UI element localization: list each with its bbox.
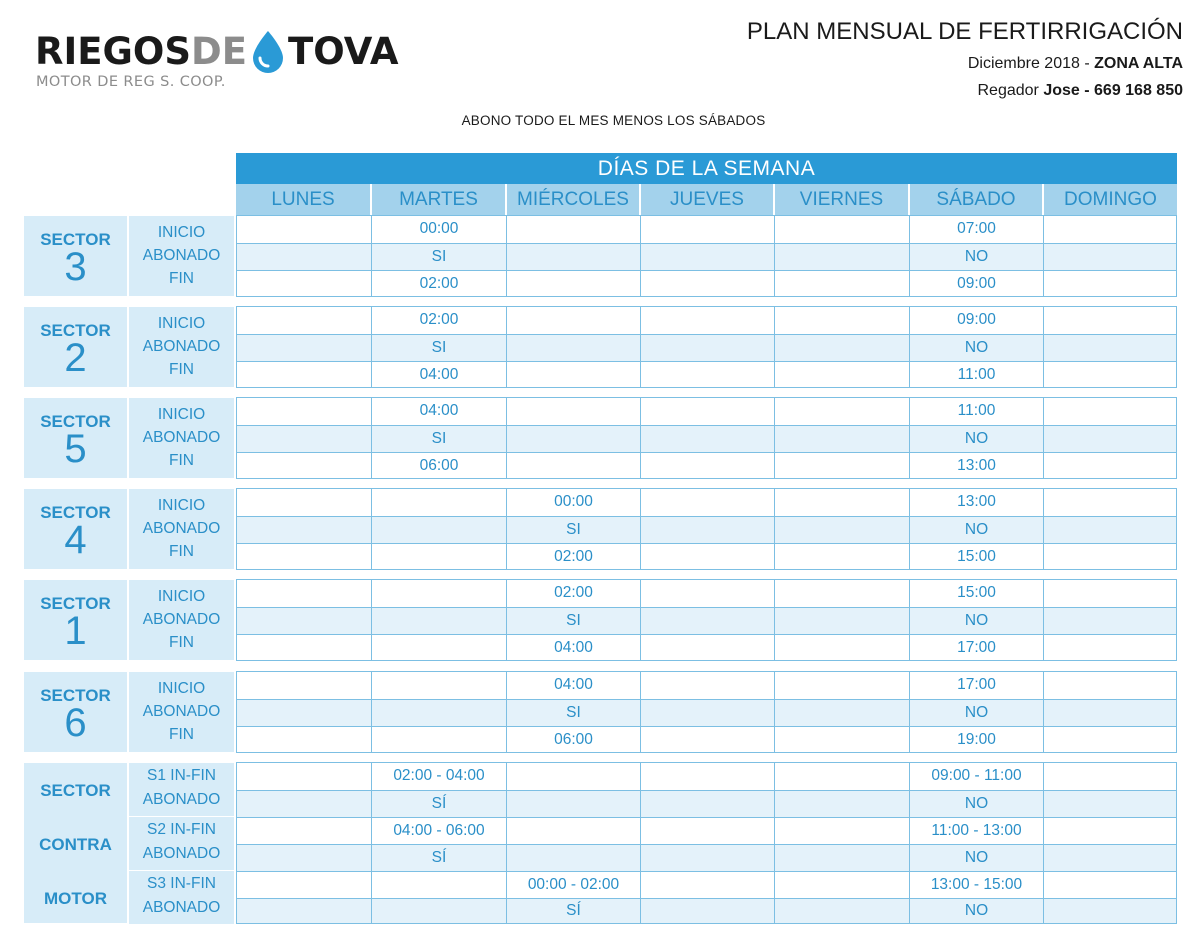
row-label: INICIO [157,588,206,605]
table-row [237,607,1176,634]
day-header-3: JUEVES [639,184,773,215]
table-cell [774,700,909,726]
logo-word-de: DE [191,30,248,73]
table-cell: SÍ [371,791,506,817]
table-cell [371,899,506,923]
row-label: INICIO [157,680,206,697]
table-cell [506,818,640,844]
table-cell [237,398,371,425]
row-label: ABONADO [142,703,221,720]
row-label: FIN [169,361,194,378]
table-cell [640,608,774,634]
table-cell [371,635,506,660]
irrigator-contact: Jose - 669 168 850 [1043,82,1183,99]
table-cell [506,216,640,243]
sector-4-label [24,489,127,569]
sector-number: 3 [64,245,87,289]
table-cell: NO [909,608,1043,634]
table-cell [640,426,774,452]
table-cell [640,362,774,387]
table-cell: 19:00 [909,727,1043,752]
table-cell [774,244,909,270]
table-cell [1043,426,1178,452]
table-cell: SI [371,335,506,361]
table-cell [1043,398,1178,425]
table-cell [371,489,506,516]
row-labels [129,672,234,752]
table-cell [506,845,640,871]
table-cell: NO [909,845,1043,871]
table-cell [371,727,506,752]
table-cell: 00:00 [506,489,640,516]
table-cell [237,453,371,478]
table-cell [506,362,640,387]
table-cell: 13:00 [909,489,1043,516]
table-cell [506,244,640,270]
period-line [968,55,1183,73]
table-cell [237,791,371,817]
table-cell: SÍ [371,845,506,871]
table-row [237,307,1176,334]
table-cell [237,489,371,516]
company-logo [35,30,398,74]
sector-word: SECTOR [40,321,111,340]
table-row [237,425,1176,452]
table-cell [1043,635,1178,660]
table-cell: 17:00 [909,672,1043,699]
table-cell [237,845,371,871]
table-cell [237,426,371,452]
sector-3-schedule [236,215,1177,297]
sector-6-schedule [236,671,1177,753]
table-cell [237,872,371,898]
table-cell [1043,899,1178,923]
table-cell [640,244,774,270]
table-cell [506,791,640,817]
table-cell [774,426,909,452]
table-cell [1043,791,1178,817]
table-cell: 09:00 - 11:00 [909,763,1043,790]
table-cell: SI [371,426,506,452]
table-cell [774,791,909,817]
sector-6-label [24,672,127,752]
contra-motor-word: SECTOR [40,781,111,800]
table-cell [774,489,909,516]
table-cell [640,872,774,898]
row-label: FIN [169,543,194,560]
row-label: ABONADO [142,899,221,916]
table-cell [774,453,909,478]
table-cell [1043,453,1178,478]
table-cell [1043,517,1178,543]
table-cell [774,845,909,871]
row-label: FIN [169,452,194,469]
contra-motor-schedule [236,762,1177,924]
sector-word: SECTOR [40,686,111,705]
sector-4-schedule [236,488,1177,570]
table-row [237,543,1176,569]
table-cell [1043,608,1178,634]
sector-number: 4 [64,518,87,562]
table-cell [1043,244,1178,270]
table-cell [640,818,774,844]
zone: ZONA ALTA [1094,55,1183,72]
sector-3-label [24,216,127,296]
sector-1-label [24,580,127,660]
table-row [237,516,1176,543]
table-cell [371,672,506,699]
contra-motor-word: CONTRA [39,835,112,854]
table-cell [640,544,774,569]
contra-motor-label [24,763,127,923]
table-cell [237,763,371,790]
row-labels [129,580,234,660]
period-separator: - [1079,55,1095,72]
table-row [237,672,1176,699]
table-row [237,334,1176,361]
period: Diciembre 2018 [967,55,1080,72]
table-row [237,361,1176,387]
sector-word: SECTOR [40,594,111,613]
logo-subtitle: MOTOR DE REG S. COOP. [36,74,226,90]
row-label: FIN [169,726,194,743]
table-cell [774,398,909,425]
table-cell [1043,544,1178,569]
table-cell: 11:00 [909,398,1043,425]
table-cell [774,307,909,334]
table-cell [1043,727,1178,752]
table-cell [774,362,909,387]
table-cell [371,544,506,569]
table-cell [774,216,909,243]
row-label: INICIO [157,497,206,514]
logo-word-tova: TOVA [288,30,399,73]
table-cell [237,544,371,569]
row-label: ABONADO [142,791,221,808]
table-cell [371,580,506,607]
table-cell: NO [909,700,1043,726]
sector-number: 2 [64,336,87,380]
table-row [237,699,1176,726]
row-labels [129,307,234,387]
table-row [237,452,1176,478]
table-cell: NO [909,517,1043,543]
sector-2-schedule [236,306,1177,388]
table-row [237,489,1176,516]
table-cell [506,453,640,478]
table-cell: 15:00 [909,544,1043,569]
table-cell [237,818,371,844]
table-cell [1043,845,1178,871]
table-cell: NO [909,791,1043,817]
table-cell [640,580,774,607]
table-cell [774,872,909,898]
sector-5-label [24,398,127,478]
table-cell [237,244,371,270]
table-cell [640,635,774,660]
table-cell: 02:00 - 04:00 [371,763,506,790]
table-row [237,634,1176,660]
row-label: INICIO [157,406,206,423]
day-header-2: MIÉRCOLES [505,184,639,215]
table-cell [237,517,371,543]
table-cell: 07:00 [909,216,1043,243]
table-cell: SI [506,700,640,726]
row-label: ABONADO [142,611,221,628]
table-cell [640,899,774,923]
contra-motor-row-labels-3 [129,871,234,924]
day-header-1: MARTES [370,184,505,215]
table-cell: 13:00 - 15:00 [909,872,1043,898]
table-cell: 04:00 [506,635,640,660]
table-row [237,726,1176,752]
sector-word: SECTOR [40,412,111,431]
table-cell [506,763,640,790]
fertilizer-note: ABONO TODO EL MES MENOS LOS SÁBADOS [461,113,766,128]
table-cell [237,672,371,699]
table-row [237,844,1176,871]
table-cell [506,426,640,452]
table-cell [237,335,371,361]
document-title: PLAN MENSUAL DE FERTIRRIGACIÓN [746,18,1183,45]
table-row [237,817,1176,844]
table-row [237,243,1176,270]
table-cell [640,727,774,752]
table-cell [640,453,774,478]
table-cell: 02:00 [371,307,506,334]
logo-word-riegos: RIEGOS [35,30,192,73]
table-row [237,270,1176,296]
table-cell [1043,335,1178,361]
table-row [237,871,1176,898]
table-cell [640,489,774,516]
table-cell [1043,818,1178,844]
table-cell [237,700,371,726]
table-cell [774,580,909,607]
table-cell: SI [506,608,640,634]
table-cell [371,608,506,634]
table-cell: NO [909,244,1043,270]
row-label: ABONADO [142,429,221,446]
table-cell [774,899,909,923]
irrigator-line [978,82,1184,100]
water-drop-icon [249,30,287,74]
table-cell [237,580,371,607]
row-labels [129,398,234,478]
table-cell [774,608,909,634]
table-row [237,898,1176,923]
row-labels [129,489,234,569]
table-cell [506,271,640,296]
table-cell [1043,872,1178,898]
row-label: INICIO [157,224,206,241]
table-cell: SI [371,244,506,270]
day-header-5: SÁBADO [908,184,1042,215]
table-cell [774,818,909,844]
table-cell: 09:00 [909,307,1043,334]
table-cell [640,398,774,425]
table-cell: 15:00 [909,580,1043,607]
table-cell: 04:00 - 06:00 [371,818,506,844]
sector-2-label [24,307,127,387]
table-cell [371,517,506,543]
table-cell: 04:00 [506,672,640,699]
table-cell [640,271,774,296]
table-cell [1043,700,1178,726]
row-label: FIN [169,634,194,651]
sector-1-schedule [236,579,1177,661]
row-label: S2 IN-FIN [147,821,216,838]
table-cell: 00:00 - 02:00 [506,872,640,898]
table-cell: 11:00 [909,362,1043,387]
table-cell [237,216,371,243]
row-label: ABONADO [142,338,221,355]
irrigator-label: Regador [977,82,1039,99]
day-header-6: DOMINGO [1042,184,1177,215]
table-cell [1043,580,1178,607]
table-cell [506,307,640,334]
sector-word: SECTOR [40,503,111,522]
table-cell: SÍ [506,899,640,923]
table-cell: NO [909,426,1043,452]
table-cell [237,307,371,334]
table-cell: 04:00 [371,398,506,425]
table-cell [640,845,774,871]
table-cell [640,307,774,334]
table-cell [371,872,506,898]
table-cell: 02:00 [506,580,640,607]
table-cell [506,335,640,361]
table-cell [774,335,909,361]
table-cell [237,899,371,923]
table-row [237,580,1176,607]
contra-motor-word: MOTOR [44,889,107,908]
table-cell [640,791,774,817]
table-cell [774,544,909,569]
table-cell [774,635,909,660]
table-row [237,216,1176,243]
row-label: ABONADO [142,520,221,537]
row-label: FIN [169,270,194,287]
table-cell [1043,763,1178,790]
table-cell [640,700,774,726]
table-cell [1043,362,1178,387]
row-label: ABONADO [142,845,221,862]
table-cell [774,763,909,790]
table-cell [640,763,774,790]
sector-word: SECTOR [40,230,111,249]
table-cell [640,672,774,699]
table-cell: SI [506,517,640,543]
days-banner: DÍAS DE LA SEMANA [236,153,1177,184]
row-label: S3 IN-FIN [147,875,216,892]
table-cell: 17:00 [909,635,1043,660]
table-cell [1043,307,1178,334]
table-cell [1043,216,1178,243]
contra-motor-row-labels-1 [129,763,234,816]
table-cell [774,271,909,296]
table-cell [640,335,774,361]
table-cell [640,517,774,543]
table-cell: 06:00 [506,727,640,752]
day-header-4: VIERNES [773,184,908,215]
table-cell [774,727,909,752]
table-cell: NO [909,335,1043,361]
table-cell [1043,489,1178,516]
table-cell [1043,271,1178,296]
contra-motor-row-labels-2 [129,817,234,870]
table-row [237,763,1176,790]
table-cell [774,672,909,699]
table-cell [371,700,506,726]
sector-5-schedule [236,397,1177,479]
table-cell: 00:00 [371,216,506,243]
table-row [237,398,1176,425]
row-labels [129,216,234,296]
table-cell: NO [909,899,1043,923]
table-cell [237,362,371,387]
table-cell: 13:00 [909,453,1043,478]
table-cell [640,216,774,243]
sector-number: 5 [64,427,87,471]
table-cell [1043,672,1178,699]
table-cell: 09:00 [909,271,1043,296]
table-cell [237,635,371,660]
table-cell: 02:00 [506,544,640,569]
table-cell [237,727,371,752]
table-cell [237,608,371,634]
row-label: S1 IN-FIN [147,767,216,784]
table-cell [774,517,909,543]
table-row [237,790,1176,817]
sector-number: 1 [64,609,87,653]
sector-number: 6 [64,701,87,745]
table-cell [506,398,640,425]
table-cell [237,271,371,296]
table-cell: 02:00 [371,271,506,296]
table-cell: 06:00 [371,453,506,478]
day-header-0: LUNES [236,184,370,215]
row-label: INICIO [157,315,206,332]
row-label: ABONADO [142,247,221,264]
table-cell: 04:00 [371,362,506,387]
table-cell: 11:00 - 13:00 [909,818,1043,844]
